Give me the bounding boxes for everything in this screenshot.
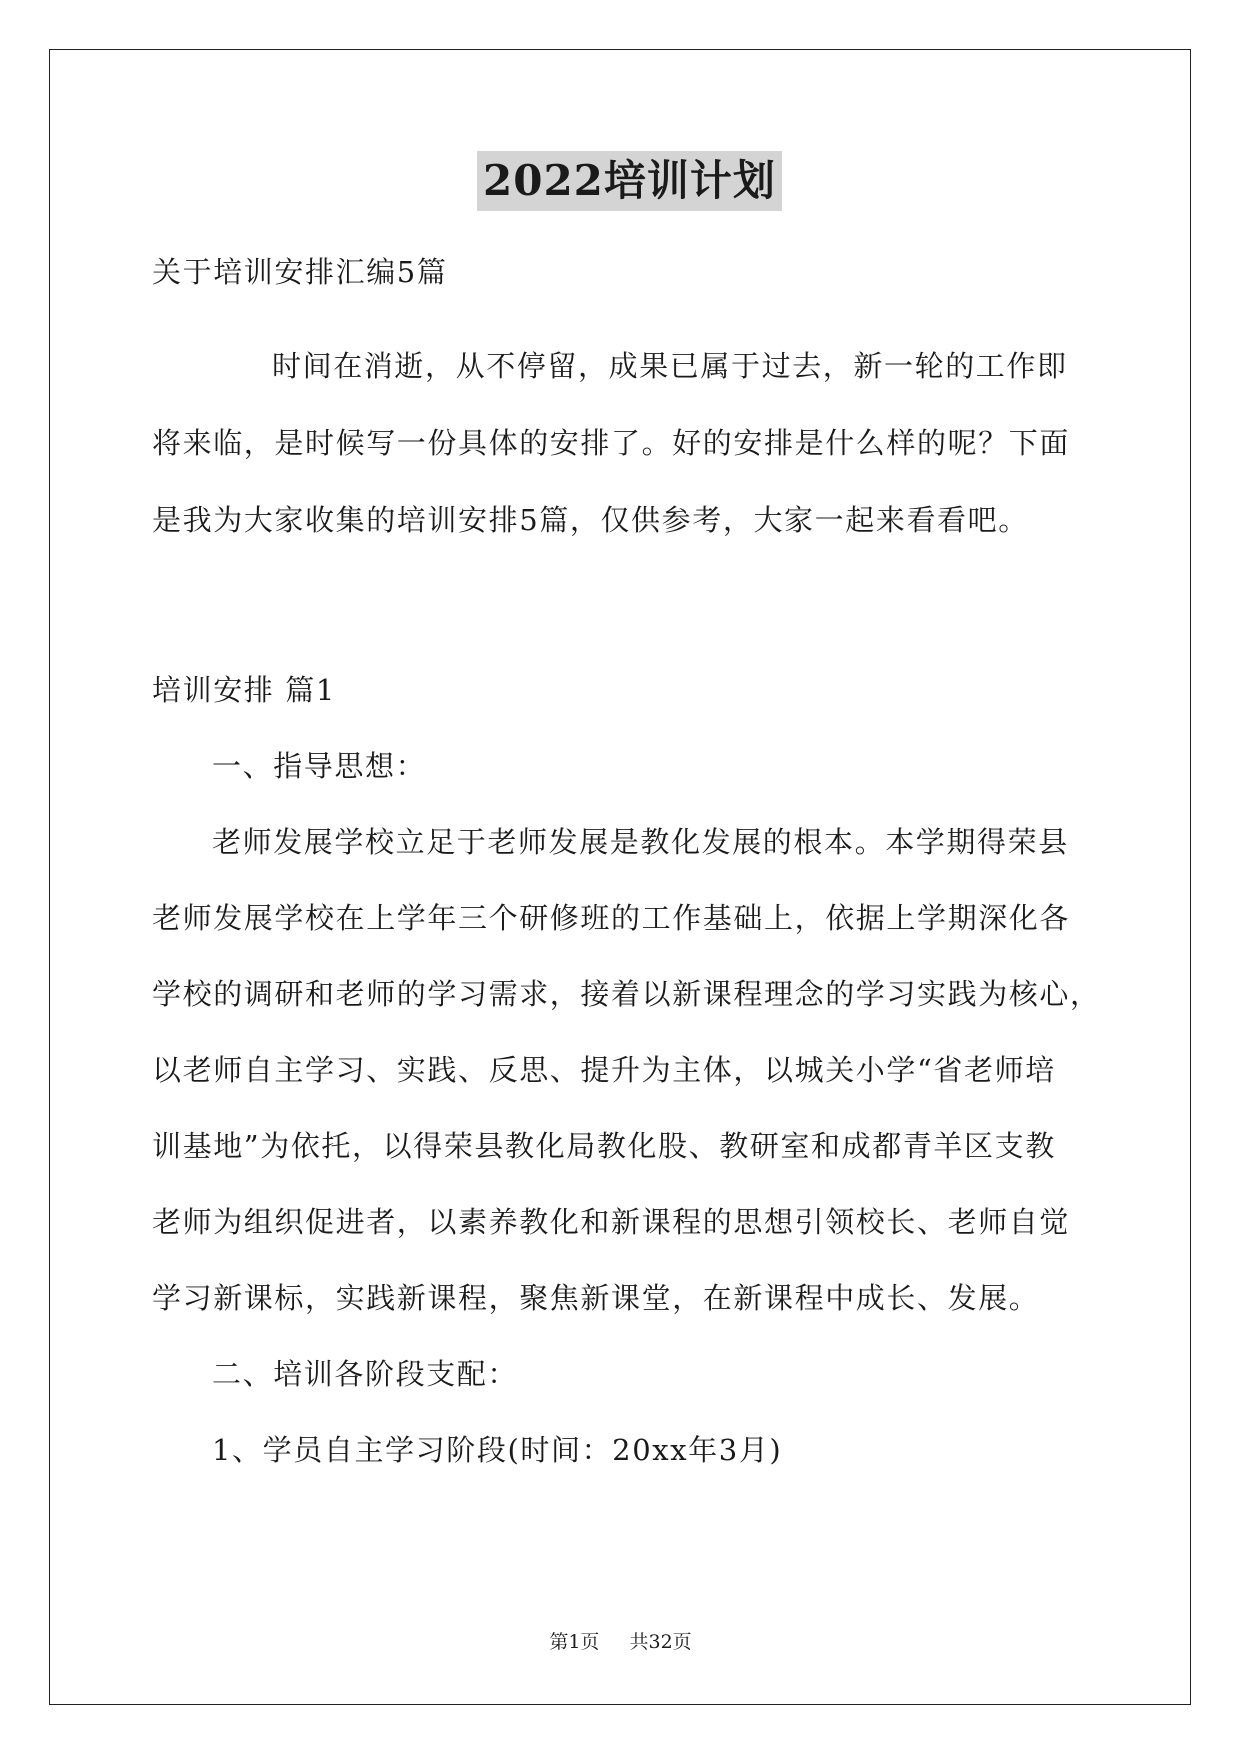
page-footer	[0, 1629, 1241, 1655]
total-pages: 共32页	[629, 1631, 692, 1653]
section-heading: 培训安排 篇1	[152, 673, 336, 707]
body-paragraph-line: 以老师自主学习、实践、反思、提升为主体，以城关小学“省老师培	[152, 1053, 1056, 1087]
page-number: 第1页	[549, 1631, 600, 1653]
body-paragraph-line: 老师为组织促进者，以素养教化和新课程的思想引领校长、老师自觉	[152, 1205, 1071, 1239]
doc-subtitle: 关于培训安排汇编5篇	[152, 255, 448, 289]
body-paragraph-line: 训基地”为依托，以得荣县教化局教化股、教研室和成都青羊区支教	[152, 1129, 1056, 1163]
list-item-stage-1: 1、学员自主学习阶段(时间：20xx年3月)	[212, 1433, 783, 1467]
subheading-guiding-ideology: 一、指导思想：	[212, 749, 427, 783]
body-paragraph-line: 老师发展学校立足于老师发展是教化发展的根本。本学期得荣县	[212, 825, 1069, 859]
body-paragraph-line: 学习新课标，实践新课程，聚焦新课堂，在新课程中成长、发展。	[152, 1281, 1040, 1315]
subheading-training-stages: 二、培训各阶段支配：	[212, 1357, 519, 1391]
intro-paragraph-line: 是我为大家收集的培训安排5篇，仅供参考，大家一起来看看吧。	[152, 503, 1029, 537]
body-paragraph-line: 学校的调研和老师的学习需求，接着以新课程理念的学习实践为核心，	[152, 977, 1101, 1011]
intro-paragraph-line: 将来临，是时候写一份具体的安排了。好的安排是什么样的呢？下面	[152, 426, 1071, 460]
document-title: 2022培训计划	[477, 151, 782, 211]
intro-paragraph-line: 时间在消逝，从不停留，成果已属于过去，新一轮的工作即	[272, 349, 1068, 383]
body-paragraph-line: 老师发展学校在上学年三个研修班的工作基础上，依据上学期深化各	[152, 901, 1071, 935]
